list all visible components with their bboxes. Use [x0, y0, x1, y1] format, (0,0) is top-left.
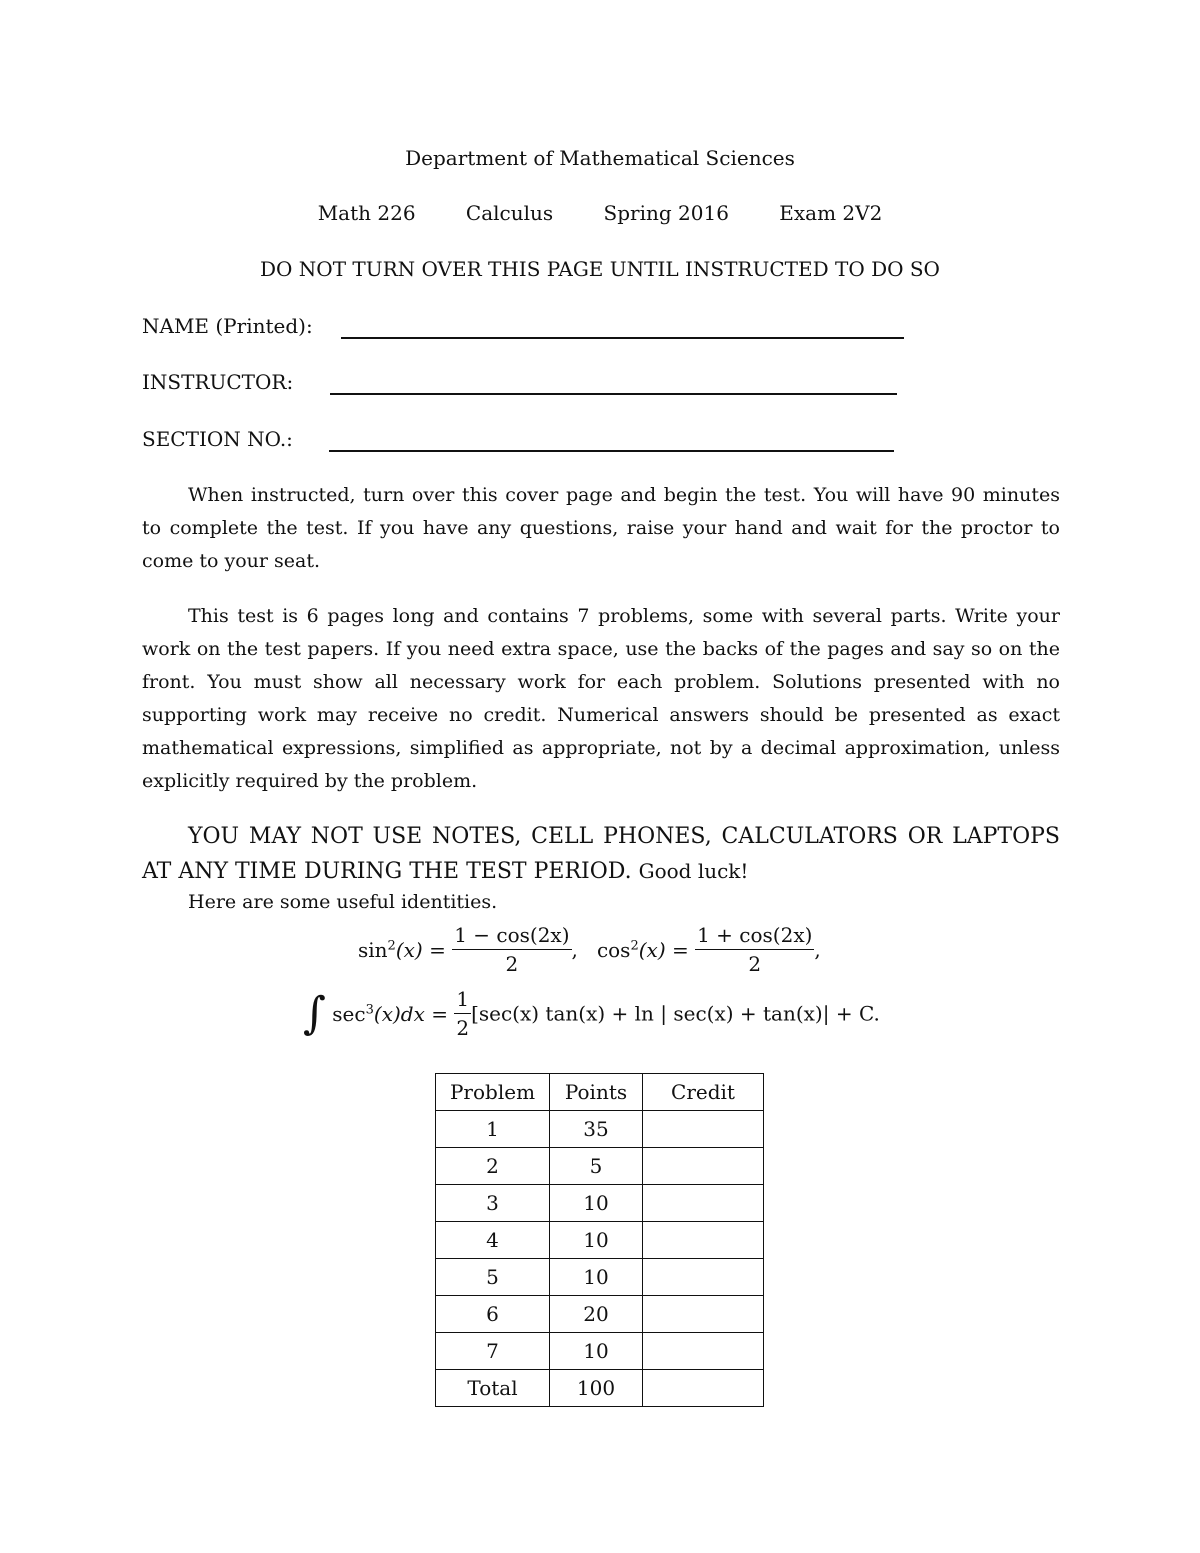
integral-sign-icon: ∫: [303, 988, 326, 1039]
problem-cell: 1: [436, 1111, 550, 1148]
course-term: Spring 2016: [603, 201, 729, 225]
cos-squared-lhs: $\cos^2(x)$ =: [596, 937, 689, 962]
name-label: NAME (Printed):: [142, 314, 313, 338]
problem-cell: 4: [436, 1222, 550, 1259]
table-row: [436, 1222, 764, 1259]
points-cell: 10: [550, 1333, 643, 1370]
section-field[interactable]: [329, 450, 894, 452]
table-header-row: [436, 1074, 764, 1111]
credit-cell[interactable]: [643, 1222, 764, 1259]
table-total-row: [436, 1370, 764, 1407]
cos-fraction: $\frac{1 + \cos(2x)}{2}$: [697, 923, 813, 976]
header-points: Points: [550, 1074, 643, 1111]
sin-squared-lhs: $\sin^2(x)$ =: [358, 937, 446, 962]
section-label: SECTION NO.:: [142, 427, 293, 451]
points-cell: 35: [550, 1111, 643, 1148]
table-row: [436, 1296, 764, 1333]
turn-over-notice: DO NOT TURN OVER THIS PAGE UNTIL INSTRUCTED TO DO SO: [260, 257, 940, 281]
credit-cell[interactable]: [643, 1185, 764, 1222]
table-row: [436, 1333, 764, 1370]
half-fraction: $\frac{1}{2}$: [456, 987, 470, 1040]
instructor-field[interactable]: [330, 393, 897, 395]
header-credit: Credit: [643, 1074, 764, 1111]
credit-cell[interactable]: [643, 1111, 764, 1148]
points-cell: 5: [550, 1148, 643, 1185]
table-row: [436, 1111, 764, 1148]
credit-cell[interactable]: [643, 1296, 764, 1333]
points-cell: 10: [550, 1185, 643, 1222]
credit-cell[interactable]: [643, 1148, 764, 1185]
instructions-text-2: This test is 6 pages long and contains 7 problems, some with several parts. Write your work on the test papers. If you need extra space, use the backs of the pages and say so on the front. You must show all necessary work for each problem. Solutions presented with no supporting work may receive no credit. Numerical answers should be presented as exact mathematical expressions, simplified as appropriate, not by a decimal approximation, unless explicitly required by the problem.: [142, 605, 1060, 792]
problem-cell: 2: [436, 1148, 550, 1185]
instructions-paragraph-2: [142, 600, 1060, 798]
good-luck-text: Good luck!: [638, 859, 749, 883]
table-row: [436, 1185, 764, 1222]
problem-cell: 6: [436, 1296, 550, 1333]
integral-lhs: $\sec^3(x)dx$ =: [332, 1001, 448, 1026]
problem-cell: 5: [436, 1259, 550, 1296]
exam-version: Exam 2V2: [779, 201, 883, 225]
course-number: Math 226: [317, 201, 416, 225]
points-cell: 20: [550, 1296, 643, 1333]
warning-text: YOU MAY NOT USE NOTES, CELL PHONES, CALCULATORS OR LAPTOPS AT ANY TIME DURING THE TEST PERIOD.: [142, 824, 1060, 884]
instructor-label: INSTRUCTOR:: [142, 370, 294, 394]
credit-cell[interactable]: [643, 1333, 764, 1370]
score-table: [435, 1073, 764, 1407]
credit-cell[interactable]: [643, 1259, 764, 1296]
department-title: Department of Mathematical Sciences: [405, 146, 795, 170]
problem-cell: 3: [436, 1185, 550, 1222]
table-row: [436, 1259, 764, 1296]
integral-rhs: [sec(x) tan(x) + ln | sec(x) + tan(x)| + C.: [471, 1001, 880, 1026]
instructions-text-1: When instructed, turn over this cover page and begin the test. You will have 90 minutes to complete the test. If you have any questions, raise your hand and wait for the proctor to come to your seat.: [142, 484, 1060, 572]
trig-identities: $\sin^2(x)$ = $\frac{1 - \cos(2x)}{2}$ , $\cos^2(x)$ = $\frac{1 + \cos(2x)}{2}$ ,: [358, 923, 821, 976]
warning-paragraph: [142, 820, 1060, 889]
points-cell: 10: [550, 1222, 643, 1259]
total-points-cell: 100: [550, 1370, 643, 1407]
points-cell: 10: [550, 1259, 643, 1296]
secant-integral-identity: [303, 985, 880, 1042]
name-field[interactable]: [341, 337, 904, 339]
problem-cell: 7: [436, 1333, 550, 1370]
sin-fraction: $\frac{1 - \cos(2x)}{2}$: [454, 923, 570, 976]
total-label-cell: Total: [436, 1370, 550, 1407]
header-problem: Problem: [436, 1074, 550, 1111]
table-row: [436, 1148, 764, 1185]
identities-intro: Here are some useful identities.: [188, 891, 498, 913]
course-line: [0, 201, 1200, 225]
course-subject: Calculus: [465, 201, 554, 225]
total-credit-cell[interactable]: [643, 1370, 764, 1407]
instructions-paragraph-1: [142, 479, 1060, 578]
